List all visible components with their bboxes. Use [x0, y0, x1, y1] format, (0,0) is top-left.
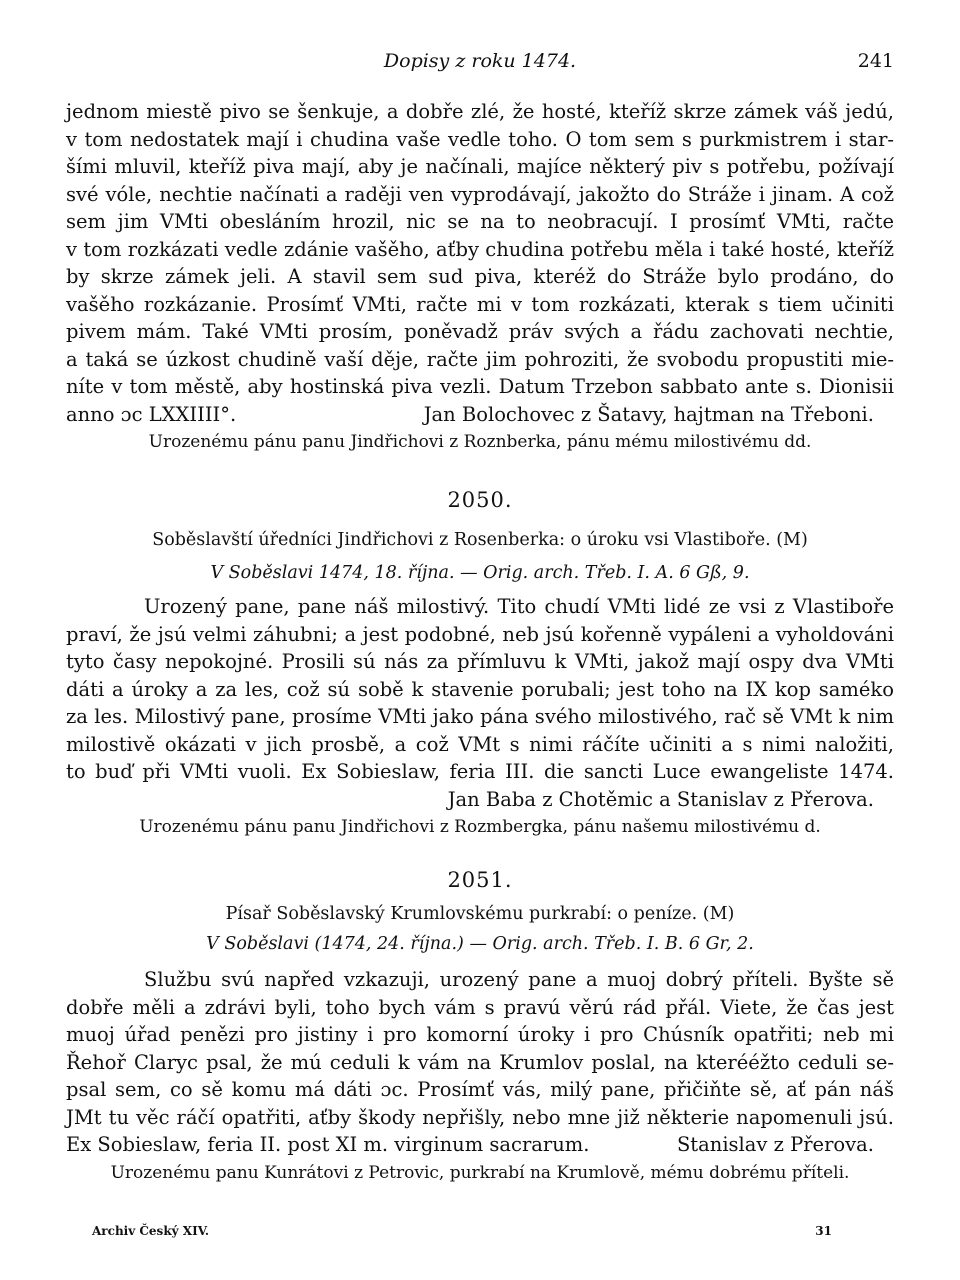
text-line: dáti a úroky a za les, což sú sobě k stavenie porubali; jest toho na IX kop saméko [66, 677, 894, 701]
date-line: anno ɔc LXXIIII°. [66, 402, 237, 426]
letter-2050-body [66, 593, 894, 839]
letter-2049-continuation [66, 98, 894, 454]
address: Urozenému panu Kunrátovi z Petrovic, purkrabí na Krumlově, mému dobrému příteli. [110, 1162, 850, 1183]
text-line: jednom miestě pivo se šenkuje, a dobře zlé, že hosté, kteříž skrze zámek váš jedú, [66, 100, 894, 123]
text-line: v tom rozkázati vedle zdánie vašěho, aťby chudina potřebu měla i také hosté, kteříž [66, 237, 894, 261]
closing-signature-line [66, 1131, 894, 1159]
text-line: praví, že jsú velmi záhubni; a jest podobné, neb jsú kořenně vypáleni a vyholdováni [66, 622, 894, 646]
page-header [66, 50, 894, 80]
text-line: milostivě okázati v jich prosbě, a což VMt s nimi ráčíte učiniti a s nimi naložiti, [66, 732, 894, 756]
text-line: Řehoř Claryc psal, že mú ceduli k vám na Krumlov poslal, na kterééžto ceduli se- [66, 1050, 894, 1074]
text-line: muoj úřad penězi pro jistiny i pro komorní úroky i pro Chúsník opatřiti; neb mi [66, 1023, 894, 1046]
text-line: by skrze zámek jeli. A stavil sem sud piva, kteréž do Stráže bylo prodáno, do [66, 265, 894, 288]
text-line: šími mluvil, kteříž piva mají, aby je načínali, majíce některý piv s potřebu, požívají [66, 155, 894, 178]
text-line: pivem mám. Také VMti prosím, poněvadž práv svých a řádu zachovati nechtie, [66, 320, 894, 343]
text-line: sem jim VMti obesláním hrozil, nic se na to neobracují. I prosímť VMti, račte [66, 210, 894, 233]
text-line: psal sem, co sě komu má dáti ɔc. Prosímť vás, milý pane, přičiňte sě, ať pán náš [66, 1078, 894, 1101]
text-line: Službu svú napřed vzkazuji, urozený pane a muoj dobrý příteli. Byšte sě [144, 968, 894, 991]
letter-number: 2051. [447, 868, 513, 892]
letter-title: Písař Soběslavský Krumlovskému purkrabí: o peníze. (M) [225, 904, 735, 924]
date-signature-line [66, 401, 894, 429]
text-line: to buď při VMti vuoli. Ex Sobieslaw, feria III. die sancti Luce ewangeliste 1474. [66, 760, 894, 783]
text-line: za les. Milostivý pane, prosíme VMti jako pána svého milostivého, rač sě VMt k nim [66, 705, 894, 728]
text-line: tyto časy nepokojné. Prosili sú nás za přímluvu k VMti, jakož mají ospy dva VMti [66, 650, 894, 673]
letter-2051-body [66, 966, 894, 1185]
text-line: a taká se úzkost chudině vaší děje, račte jim pohroziti, že svobodu propustiti mie- [66, 347, 894, 371]
signature-line [66, 786, 894, 814]
address: Urozenému pánu panu Jindřichovi z Rozmbergka, pánu našemu milostivému d. [139, 817, 821, 837]
source-note: V Soběslavi 1474, 18. října. — Orig. arch. Třeb. I. A. 6 Gß, 9. [210, 563, 750, 583]
sheet-number: 31 [815, 1224, 832, 1238]
page-number: 241 [857, 50, 894, 72]
text-line: vašěho rozkázanie. Prosímť VMti, račte mi v tom rozkázati, kterak s tiem učiniti [66, 292, 894, 316]
text-line: JMt tu věc ráčí opatřiti, aťby škody nepřišly, nebo mne již některie napomenuli jsú. [66, 1105, 894, 1129]
closing-line: Ex Sobieslaw, feria II. post XI m. virginum sacrarum. [66, 1133, 590, 1156]
text-line: Urozený pane, pane náš milostivý. Tito chudí VMti lidé ze vsi z Vlastiboře [144, 595, 894, 618]
address: Urozenému pánu panu Jindřichovi z Roznberka, pánu mému milostivému dd. [148, 432, 812, 452]
text-line: níte v tom městě, aby hostinská piva vezli. Datum Trzebon sabbato ante s. Dionisii [66, 375, 894, 398]
source-note: V Soběslavi (1474, 24. října.) — Orig. arch. Třeb. I. B. 6 Gr, 2. [206, 934, 754, 954]
volume-signature: Archiv Český XIV. [92, 1224, 210, 1238]
signature: Jan Bolochovec z Šatavy, hajtman na Třeboni. [423, 402, 874, 426]
signature: Stanislav z Přerova. [676, 1133, 874, 1156]
text-line: v tom nedostatek mají i chudina vaše vedle toho. O tom sem s purkmistrem i star- [66, 127, 894, 151]
running-title: Dopisy z roku 1474. [383, 50, 577, 72]
letter-number: 2050. [447, 488, 513, 512]
signature: Jan Baba z Chotěmic a Stanislav z Přerova. [447, 787, 874, 811]
letter-title: Soběslavští úředníci Jindřichovi z Rosenberka: o úroku vsi Vlastiboře. (M) [152, 530, 808, 550]
text-line: své vóle, nechtie načínati a raději ven vyprodávají, jakožto do Stráže i jinam. A což [66, 182, 894, 206]
text-line: dobře měli a zdrávi byli, toho bych vám s pravú věrú rád přál. Viete, že čas jest [66, 995, 894, 1019]
